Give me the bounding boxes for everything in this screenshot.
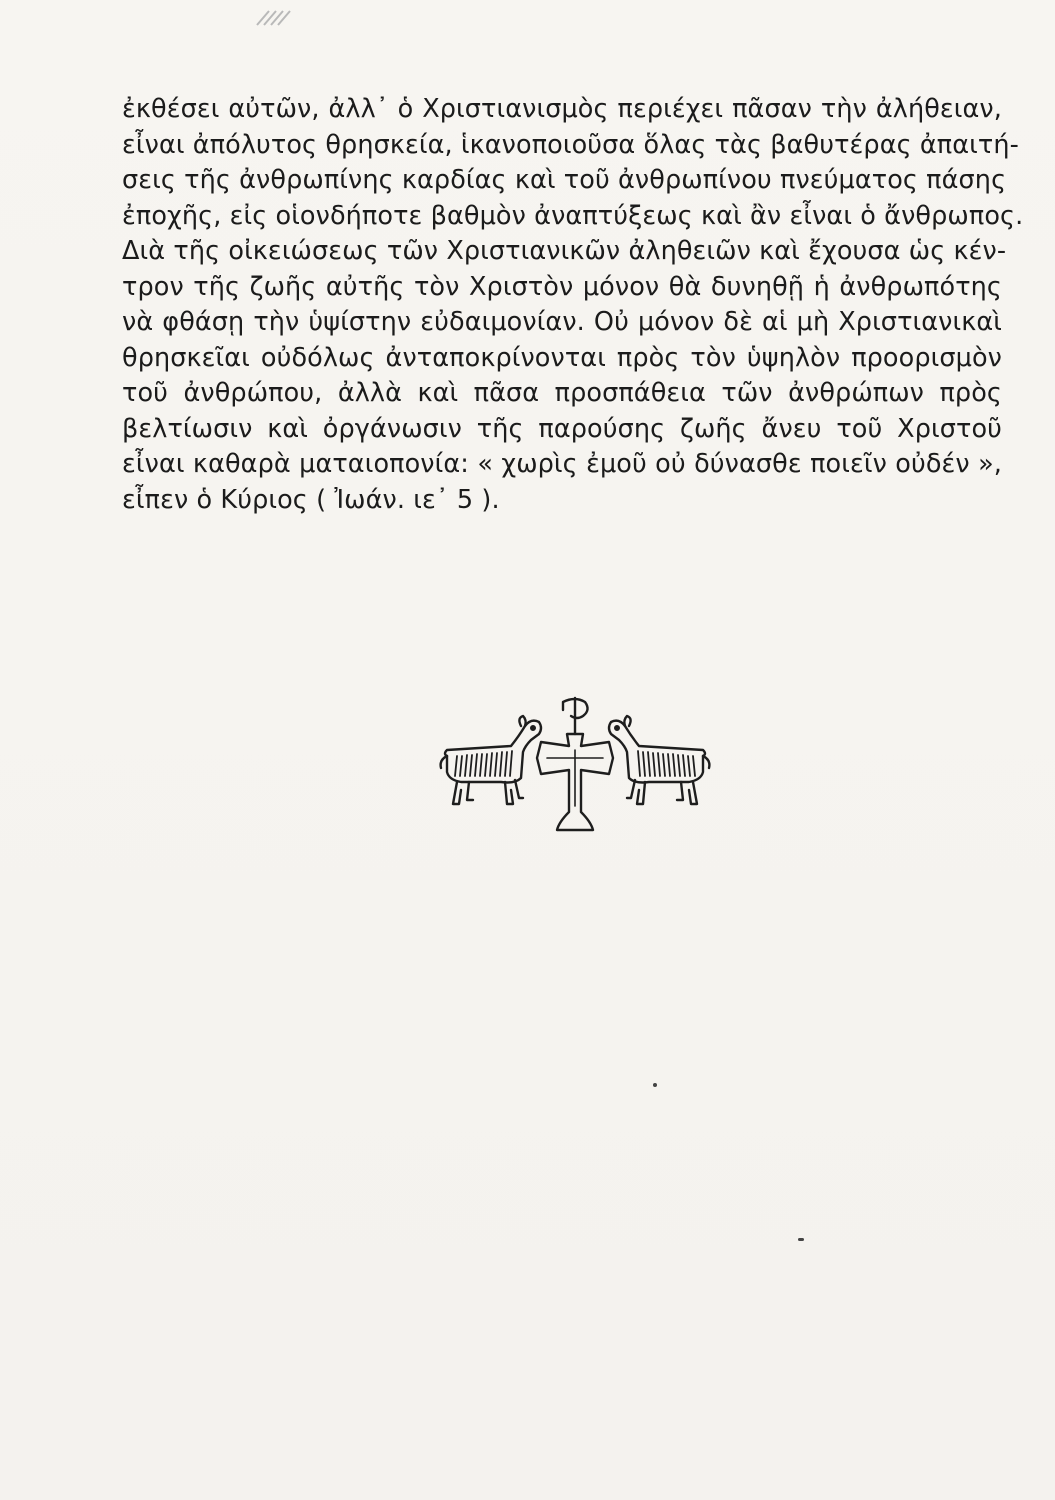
- paragraph: [122, 92, 1024, 518]
- paragraph-line: νὰ φθάσῃ τὴν ὑψίστην εὐδαιμονίαν. Οὐ μόνον δὲ αἱ μὴ Χριστιανικαὶ: [122, 307, 1002, 337]
- paragraph-line: βελτίωσιν καὶ ὀργάνωσιν τῆς παρούσης ζωῆς ἄνευ τοῦ Χριστοῦ: [122, 413, 1002, 444]
- lambs-with-chi-rho-cross-icon: [425, 694, 725, 844]
- ink-speck: [653, 1083, 657, 1087]
- paragraph-line: Διὰ τῆς οἰκειώσεως τῶν Χριστιανικῶν ἀληθειῶν καὶ ἔχουσα ὡς κέν-: [122, 236, 1007, 266]
- bleed-through-mark: [255, 5, 295, 27]
- chi-rho-cross: [537, 698, 613, 830]
- paragraph-line: τρον τῆς ζωῆς αὐτῆς τὸν Χριστὸν μόνον θὰ δυνηθῇ ἡ ἀνθρωπότης: [122, 271, 1002, 302]
- paragraph-line: σεις τῆς ἀνθρωπίνης καρδίας καὶ τοῦ ἀνθρωπίνου πνεύματος πάσης: [122, 165, 1007, 195]
- ornament-drawing: [425, 694, 725, 844]
- paragraph-line: θρησκεῖαι οὐδόλως ἀνταποκρίνονται πρὸς τὸν ὑψηλὸν προορισμὸν: [122, 342, 1002, 373]
- paragraph-line: τοῦ ἀνθρώπου, ἀλλὰ καὶ πᾶσα προσπάθεια τῶν ἀνθρώπων πρὸς: [122, 378, 1002, 408]
- paragraph-line: εἶναι ἀπόλυτος θρησκεία, ἱκανοποιοῦσα ὅλας τὰς βαθυτέρας ἀπαιτή-: [122, 129, 1019, 160]
- left-lamb: [441, 716, 541, 804]
- paragraph-line: εἶναι καθαρὰ ματαιοπονία: « χωρὶς ἐμοῦ οὐ δύνασθε ποιεῖν οὐδέν »,: [122, 449, 1002, 479]
- paragraph-line: ἐκθέσει αὐτῶν, ἀλλ᾽ ὁ Χριστιανισμὸς περιέχει πᾶσαν τὴν ἀλήθειαν,: [122, 94, 1002, 124]
- paragraph-line: ἐποχῆς, εἰς οἱονδήποτε βαθμὸν ἀναπτύξεως καὶ ἂν εἶναι ὁ ἄνθρωπος.: [122, 200, 1024, 231]
- ink-speck: [798, 1238, 804, 1241]
- paragraph-line: εἶπεν ὁ Κύριος ( Ἰωάν. ιε᾽ 5 ).: [122, 484, 500, 515]
- right-lamb: [609, 716, 709, 804]
